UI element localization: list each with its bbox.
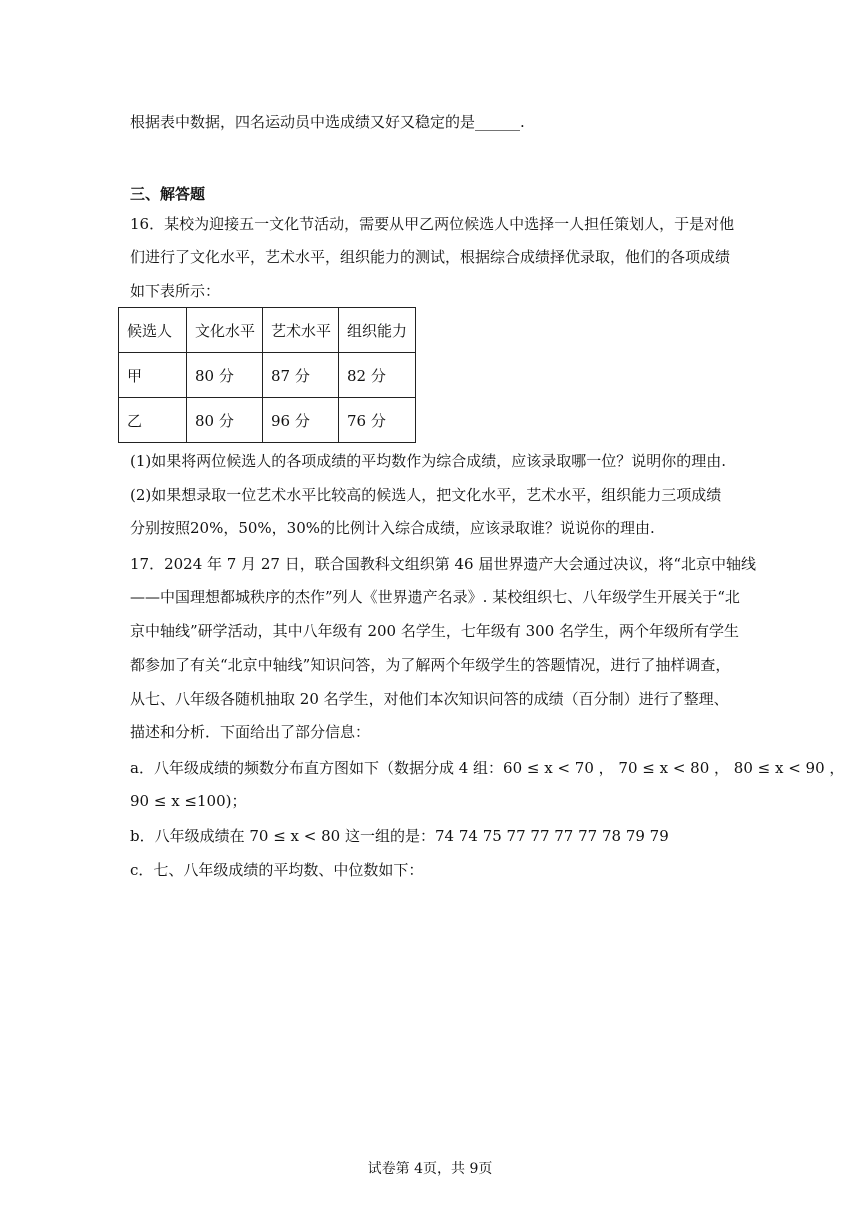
q17-text-line-5: 从七、八年级各随机抽取 20 名学生，对他们本次知识问答的成绩（百分制）进行了整理、 xyxy=(130,690,729,708)
table-header-cell: 候选人 xyxy=(119,308,187,353)
table-cell: 87 分 xyxy=(263,353,339,398)
table-header-cell: 文化水平 xyxy=(187,308,263,353)
q17-text-line-3: 京中轴线”研学活动，其中八年级有 200 名学生，七年级有 300 名学生，两个年级所有学生 xyxy=(130,622,740,640)
table-header-row xyxy=(119,308,416,353)
section-3-heading: 三、解答题 xyxy=(130,185,206,203)
table-cell: 80 分 xyxy=(187,353,263,398)
table-cell: 76 分 xyxy=(339,398,416,443)
q16-part-2-line-2: 分别按照20%，50%，30%的比例计入综合成绩，应该录取谁？说说你的理由. xyxy=(130,519,655,537)
q16-scores-table xyxy=(118,307,416,443)
table-header-cell: 艺术水平 xyxy=(263,308,339,353)
q17-info-c: c．七、八年级成绩的平均数、中位数如下： xyxy=(130,861,424,879)
table-row xyxy=(119,353,416,398)
table-cell: 甲 xyxy=(119,353,187,398)
q16-text-line-1: 16．某校为迎接五一文化节活动，需要从甲乙两位候选人中选择一人担任策划人，于是对他 xyxy=(130,215,735,233)
q17-text-line-4: 都参加了有关“北京中轴线”知识问答，为了解两个年级学生的答题情况，进行了抽样调查， xyxy=(130,656,731,674)
q16-text-line-2: 们进行了文化水平，艺术水平，组织能力的测试，根据综合成绩择优录取，他们的各项成绩 xyxy=(130,248,731,266)
q17-text-line-6: 描述和分析．下面给出了部分信息： xyxy=(130,723,371,741)
q15-conclusion-text: 根据表中数据，四名运动员中选成绩又好又稳定的是______. xyxy=(130,113,525,131)
table-cell: 82 分 xyxy=(339,353,416,398)
q16-text-line-3: 如下表所示： xyxy=(130,282,221,300)
q17-info-b: b．八年级成绩在 70 ≤ x < 80 这一组的是：74 74 75 77 77 77 77 78 79 79 xyxy=(130,827,669,845)
table-cell: 96 分 xyxy=(263,398,339,443)
page-footer: 试卷第 4页，共 9页 xyxy=(367,1161,493,1177)
table-cell: 乙 xyxy=(119,398,187,443)
table-cell: 80 分 xyxy=(187,398,263,443)
q16-part-1: (1)如果将两位候选人的各项成绩的平均数作为综合成绩，应该录取哪一位？说明你的理由. xyxy=(130,452,727,470)
q17-info-a-line-2: 90 ≤ x ≤100)； xyxy=(130,792,247,810)
q17-text-line-1: 17．2024 年 7 月 27 日，联合国教科文组织第 46 届世界遗产大会通过决议，将“北京中轴线 xyxy=(130,555,757,573)
table-header-cell: 组织能力 xyxy=(339,308,416,353)
q16-part-2-line-1: (2)如果想录取一位艺术水平比较高的候选人，把文化水平，艺术水平，组织能力三项成绩 xyxy=(130,486,722,504)
q17-text-line-2: ——中国理想都城秩序的杰作”列人《世界遗产名录》. 某校组织七、八年级学生开展关于“北 xyxy=(130,588,740,606)
q17-info-a-line-1: a．八年级成绩的频数分布直方图如下（数据分成 4 组：60 ≤ x < 70 ， 70 ≤ x < 80 ， 80 ≤ x < 90 ， xyxy=(130,759,845,777)
table-row xyxy=(119,398,416,443)
